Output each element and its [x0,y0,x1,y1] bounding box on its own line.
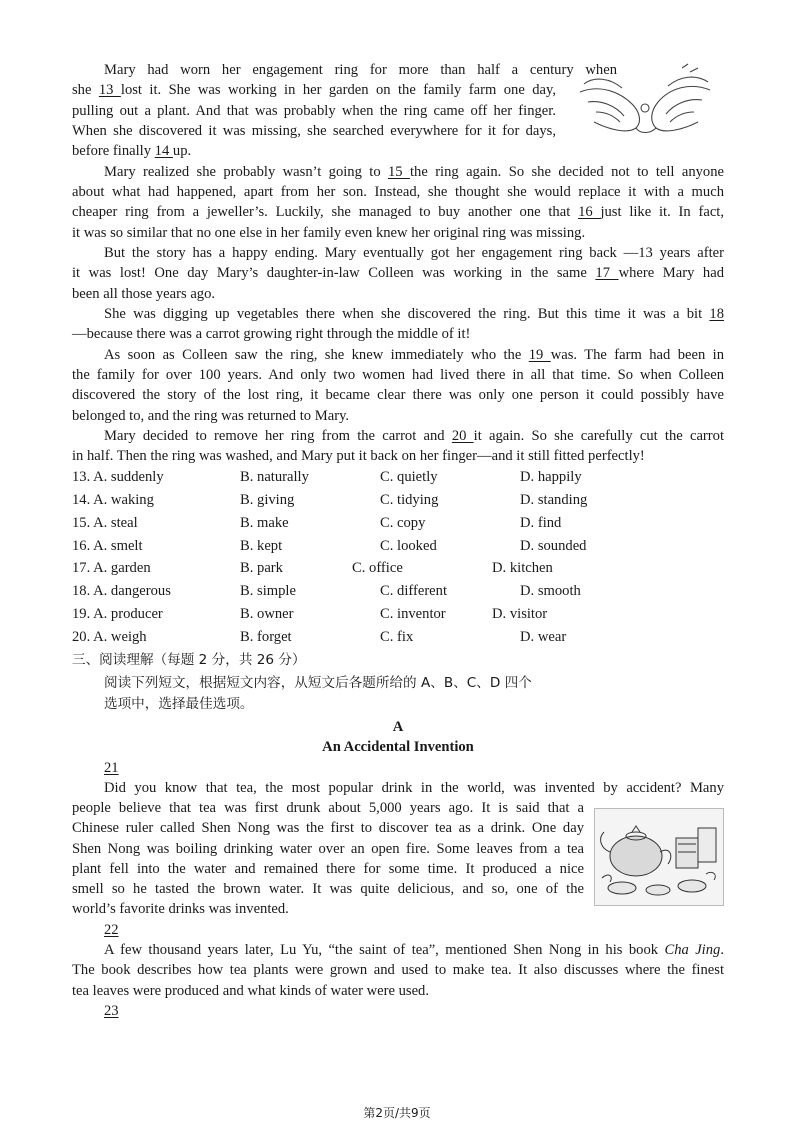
option-d[interactable]: D. smooth [520,583,581,599]
blank-17: 17 [595,265,619,281]
option-d[interactable]: D. sounded [520,538,587,554]
option-a[interactable]: 18. A. dangerous [72,583,171,599]
option-b[interactable]: B. park [240,560,283,576]
option-c[interactable]: C. looked [380,538,437,554]
option-d[interactable]: D. happily [520,469,582,485]
option-b[interactable]: B. kept [240,538,283,554]
passage-line: Mary realized she probably wasn’t going to 15 the ring again. So she decided not to tell anyone [104,164,724,180]
option-a[interactable]: 16. A. smelt [72,538,143,554]
passage-line: it was so similar that no one else in her family even knew her original ring was missing. [72,225,586,241]
passage-line: Mary had worn her engagement ring for more than half a century when [104,62,617,78]
option-b[interactable]: B. make [240,515,289,531]
section-heading: 三、阅读理解（每题 2 分，共 26 分） [72,652,306,668]
reading-line: The book describes how tea plants were grown and used to make tea. It also discusses where the finest [72,962,724,978]
option-c[interactable]: C. office [352,560,403,576]
passage-line: she 13 lost it. She was working in her garden on the family farm one day, [72,82,556,98]
blank-21: 21 [104,760,119,776]
reading-line: Chinese ruler called Shen Nong was the first to discover tea as a drink. One day [72,820,584,836]
passage-line: —because there was a carrot growing right through the middle of it! [72,326,471,342]
reading-line: A few thousand years later, Lu Yu, “the saint of tea”, mentioned Shen Nong in his book Cha Jing. [104,942,724,958]
passage-line: discovered the story of the lost ring, it became clear there was only one person it could possibly have [72,387,724,403]
reading-line: plant fell into the water and remained there for some time. It produced a nice [72,861,584,877]
option-a[interactable]: 19. A. producer [72,606,163,622]
reading-line: Shen Nong was boiling drinking water over an open fire. Some leaves from a tea [72,841,584,857]
option-d[interactable]: D. wear [520,629,567,645]
option-b[interactable]: B. giving [240,492,295,508]
passage-line: been all those years ago. [72,286,216,302]
blank-13: 13 [98,82,121,98]
blank-14: 14 [154,143,173,159]
blank-20: 20 [451,428,474,444]
blank-15: 15 [388,164,410,180]
option-b[interactable]: B. naturally [240,469,309,485]
passage-line: belonged to, and the ring was returned to Mary. [72,408,350,424]
option-c[interactable]: C. inventor [380,606,446,622]
option-c[interactable]: C. tidying [380,492,439,508]
option-a[interactable]: 14. A. waking [72,492,154,508]
reading-line: smell so he tasted the brown water. It was quite delicious, and so, one of the [72,881,584,897]
page-footer: 第2页/共9页 [363,1106,431,1120]
option-b[interactable]: B. simple [240,583,296,599]
passage-line: Mary decided to remove her ring from the carrot and 20 it again. So she carefully cut the carrot [104,428,724,444]
option-d[interactable]: D. standing [520,492,588,508]
option-d[interactable]: D. kitchen [492,560,553,576]
reading-line: tea leaves were produced and what kinds of water were used. [72,983,429,999]
section-instruction: 选项中，选择最佳选项。 [104,696,254,712]
passage-line: the family for over 100 years. And only two women had lived there in all that time. So when Colleen [72,367,724,383]
passage-line: pulling out a plant. And that was probably when the ring came off her finger. [72,103,556,119]
passage-line: in half. Then the ring was washed, and Mary put it back on her finger—and it still fitted perfectly! [72,448,645,464]
section-instruction: 阅读下列短文，根据短文内容，从短文后各题所给的 A、B、C、D 四个 [104,675,532,691]
passage-line: before finally 14 up. [72,143,192,159]
passage-line: it was lost! One day Mary’s daughter-in-law Colleen was working in the same 17 where Mary had [72,265,724,281]
book-title: Cha Jing [664,942,721,958]
passage-line: She was digging up vegetables there when she discovered the ring. But this time it was a bit 18 [104,306,724,322]
option-a[interactable]: 20. A. weigh [72,629,147,645]
option-a[interactable]: 13. A. suddenly [72,469,164,485]
reading-line: people believe that tea was first drunk about 5,000 years ago. It is said that a [72,800,584,816]
option-b[interactable]: B. owner [240,606,294,622]
blank-22: 22 [104,922,119,938]
blank-19: 19 [528,347,551,363]
option-a[interactable]: 17. A. garden [72,560,151,576]
option-c[interactable]: C. fix [380,629,414,645]
passage-line: cheaper ring from a jeweller’s. Luckily, she managed to buy another one that 16 just like it. In fact, [72,204,725,220]
passage-letter: A [392,719,404,735]
reading-line: Did you know that tea, the most popular drink in the world, was invented by accident? Many [104,780,724,796]
passage-title: An Accidental Invention [322,739,474,755]
passage-line: But the story has a happy ending. Mary eventually got her engagement ring back —13 years after [104,245,724,261]
blank-16: 16 [578,204,601,220]
tea-set-illustration [594,808,724,906]
option-c[interactable]: C. quietly [380,469,438,485]
blank-18: 18 [709,306,724,322]
option-c[interactable]: C. different [380,583,448,599]
passage-line: As soon as Colleen saw the ring, she knew immediately who the 19 was. The farm had been in [104,347,724,363]
passage-line: When she discovered it was missing, she searched everywhere for it for days, [72,123,556,139]
blank-23: 23 [104,1003,119,1019]
option-d[interactable]: D. visitor [492,606,548,622]
option-d[interactable]: D. find [520,515,562,531]
option-c[interactable]: C. copy [380,515,426,531]
option-b[interactable]: B. forget [240,629,292,645]
passage-line: about what had happened, apart from her son. Instead, she thought she would replace it with a much [72,184,724,200]
option-a[interactable]: 15. A. steal [72,515,138,531]
reading-line: world’s favorite drinks was invented. [72,901,289,917]
